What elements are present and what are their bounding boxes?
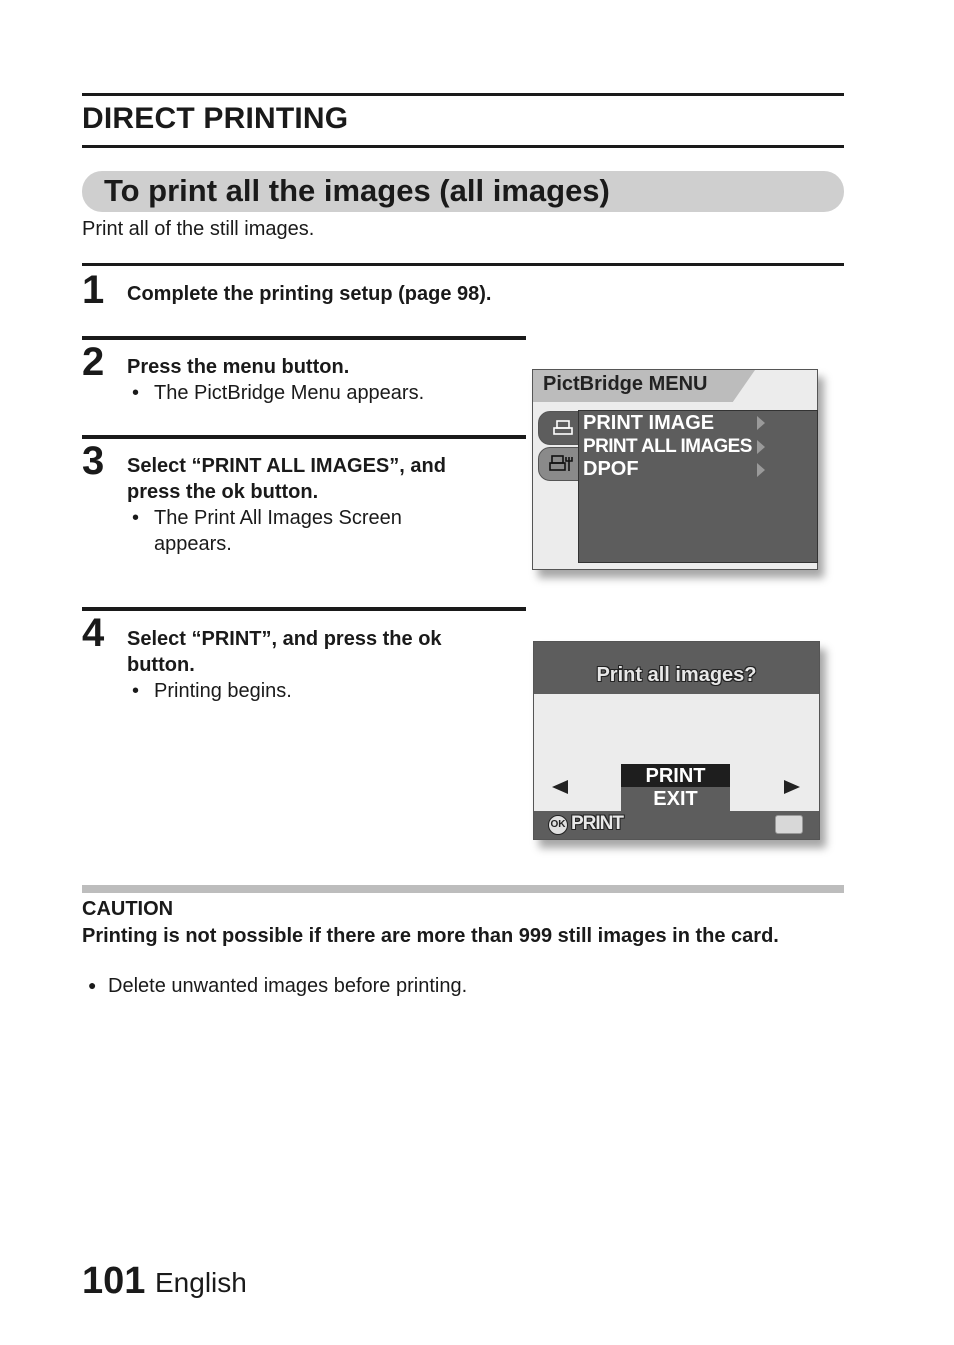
arrow-left-icon[interactable] (552, 780, 568, 794)
step-4-bullet (132, 678, 292, 704)
print-all-images-screen (533, 641, 820, 840)
step-3-bullet-line1: The Print All Images Screen (154, 507, 402, 529)
step-3-heading-line2: press the ok button. (127, 481, 319, 503)
chevron-right-icon (757, 463, 765, 477)
step-4-rule (82, 607, 526, 611)
arrow-right-icon[interactable] (784, 780, 800, 794)
top-rule (82, 93, 844, 96)
caution-bar (82, 885, 844, 893)
chevron-right-icon (757, 416, 765, 430)
menu-item-print-all-images[interactable]: PRINT ALL IMAGES (583, 436, 752, 457)
print-option[interactable]: PRINT (621, 764, 730, 788)
setup-tab (538, 447, 582, 481)
ok-button-icon: OK (548, 815, 568, 835)
step-4-heading-line1: Select “PRINT”, and press the ok (127, 628, 442, 650)
step-1-number: 1 (82, 268, 105, 312)
step-1-heading: Complete the printing setup (page 98). (127, 283, 492, 305)
section-rule (82, 145, 844, 148)
caution-title: CAUTION (82, 898, 174, 920)
step-4-bullet-text: Printing begins. (154, 680, 292, 702)
pictbridge-menu-screen (532, 369, 818, 570)
caution-text: Printing is not possible if there are more than 999 still images in the card. (82, 925, 779, 947)
step-2-heading: Press the menu button. (127, 356, 350, 378)
ok-action-label: PRINT (571, 813, 623, 834)
bullet-dot: ● (88, 977, 97, 993)
screen-footer (534, 811, 819, 839)
menu-item-dpof[interactable]: DPOF (583, 458, 639, 480)
menu-panel (578, 410, 818, 563)
step-3-bullet-line2: appears. (154, 533, 232, 555)
caution-bullet (88, 975, 467, 998)
exit-option[interactable]: EXIT (621, 787, 730, 811)
step-2-number: 2 (82, 340, 105, 384)
bullet-dot: • (132, 680, 140, 702)
step-2-rule (82, 336, 526, 340)
bullet-dot: • (132, 382, 140, 404)
printer-tab (538, 411, 582, 445)
step-1-rule (82, 263, 844, 266)
memory-card-icon (775, 815, 803, 834)
chevron-right-icon (757, 440, 765, 454)
caution-bullet-text: Delete unwanted images before printing. (108, 975, 468, 997)
printer-icon (553, 420, 573, 436)
bullet-dot: • (132, 507, 140, 529)
section-title: DIRECT PRINTING (82, 102, 349, 135)
printer-settings-icon (549, 455, 577, 473)
step-4-number: 4 (82, 611, 105, 655)
menu-item-print-image[interactable]: PRINT IMAGE (583, 412, 715, 434)
subheading: To print all the images (all images) (104, 173, 610, 208)
step-2-bullet-text: The PictBridge Menu appears. (154, 382, 425, 404)
page-number: 101 (82, 1260, 146, 1302)
pictbridge-tab-title: PictBridge MENU (543, 373, 708, 395)
screen-title: Print all images? (596, 664, 757, 686)
step-4-heading-line2: button. (127, 654, 195, 676)
step-3-number: 3 (82, 439, 105, 483)
step-3-heading-line1: Select “PRINT ALL IMAGES”, and (127, 455, 446, 477)
step-3-rule (82, 435, 526, 439)
intro-text: Print all of the still images. (82, 218, 315, 240)
step-3-bullet (132, 505, 402, 531)
page-language: English (155, 1267, 247, 1298)
step-2-bullet (132, 380, 425, 406)
